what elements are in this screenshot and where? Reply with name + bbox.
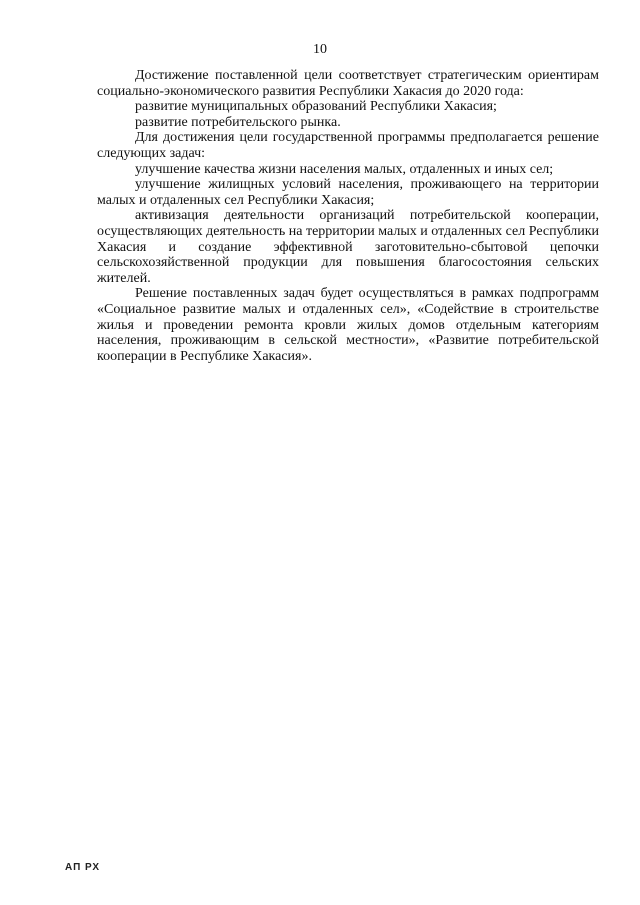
paragraph-goal-alignment: Достижение поставленной цели соответствует стратегическим ориентирам социально-экономического развития Республики Хакасия до 2020 года: xyxy=(97,68,599,99)
paragraph-task-housing: улучшение жилищных условий населения, проживающего на территории малых и отдаленных сел Республики Хакасия; xyxy=(97,177,599,208)
paragraph-task-cooperation: активизация деятельности организаций потребительской кооперации, осуществляющих деятельность на территории малых и отдаленных сел Республики Хакасия и создание эффективной заготовительно-сбытовой цепочки сельскохозяйственной продукции для повышения благосостояния сельских жителей. xyxy=(97,208,599,286)
paragraph-municipal-development: развитие муниципальных образований Республики Хакасия; xyxy=(135,99,497,115)
paragraph-subprograms: Решение поставленных задач будет осуществляться в рамках подпрограмм «Социальное развитие малых и отдаленных сел», «Содействие в строительстве жилья и проведении ремонта кровли жилых домов отдельным категориям населения, проживающим в сельской местности», «Развитие потребительской кооперации в Республике Хакасия». xyxy=(97,286,599,364)
paragraph-tasks-intro: Для достижения цели государственной программы предполагается решение следующих задач: xyxy=(97,130,599,161)
footer-mark: АП РХ xyxy=(65,862,101,873)
document-body xyxy=(97,68,599,364)
page-number: 10 xyxy=(313,42,327,57)
paragraph-consumer-market: развитие потребительского рынка. xyxy=(135,114,341,130)
paragraph-task-quality-of-life: улучшение качества жизни населения малых, отдаленных и иных сел; xyxy=(135,161,554,177)
